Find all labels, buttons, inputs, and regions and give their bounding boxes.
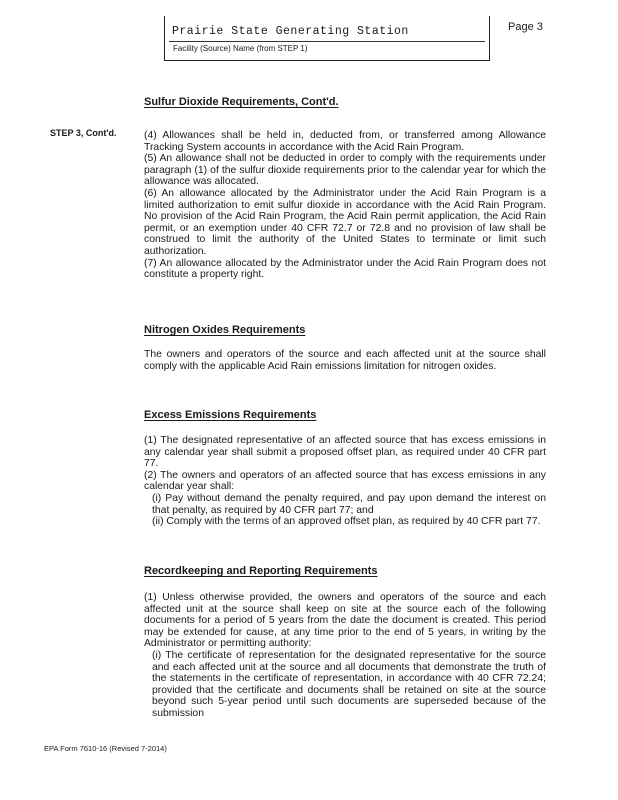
step-label: STEP 3, Cont'd. <box>50 128 117 138</box>
form-footer: EPA Form 7610-16 (Revised 7-2014) <box>44 744 167 753</box>
section-body-recordkeeping <box>144 592 546 720</box>
section-body-excess-emissions <box>144 435 546 528</box>
section-heading-sulfur-dioxide: Sulfur Dioxide Requirements, Cont'd. <box>144 96 339 108</box>
paragraph: (5) An allowance shall not be deducted in order to comply with the requirements under paragraph (1) of the sulfur dioxide requirements prior to the calendar year for which the allowance was allocated. <box>144 153 546 188</box>
paragraph: The owners and operators of the source and each affected unit at the source shall comply with the applicable Acid Rain emissions limitation for nitrogen oxides. <box>144 349 546 372</box>
page-number: Page 3 <box>508 21 543 33</box>
section-body-nitrogen-oxides <box>144 349 546 372</box>
section-heading-nitrogen-oxides: Nitrogen Oxides Requirements <box>144 324 306 336</box>
section-heading-recordkeeping: Recordkeeping and Reporting Requirements <box>144 565 378 577</box>
paragraph: (1) The designated representative of an affected source that has excess emissions in any calendar year shall submit a proposed offset plan, as required under 40 CFR part 77. <box>144 435 546 470</box>
paragraph: (2) The owners and operators of an affected source that has excess emissions in any calendar year shall: <box>144 469 546 493</box>
paragraph: (i) The certificate of representation for the designated representative for the source and each affected unit at the source and all documents that demonstrate the truth of the statements in the certificate of representation, in accordance with 40 CFR 72.24; provided that the certificate and documents shall be retained on site at the source beyond such 5-year period until such documents are superseded because of the submission <box>152 649 546 719</box>
facility-name: Prairie State Generating Station <box>172 25 409 38</box>
section-body-sulfur-dioxide <box>144 130 546 281</box>
paragraph: (4) Allowances shall be held in, deducted from, or transferred among Allowance Tracking System accounts in accordance with the Acid Rain Program. <box>144 130 546 153</box>
facility-caption: Facility (Source) Name (from STEP 1) <box>173 44 308 53</box>
paragraph: (6) An allowance allocated by the Administrator under the Acid Rain Program is a limited authorization to emit sulfur dioxide in accordance with the Acid Rain Program. No provision of the Acid Rain Program, the Acid Rain permit application, the Acid Rain permit, or an exemption under 40 CFR 72.7 or 72.8 and no provision of law shall be construed to limit the authority of the United States to terminate or limit such authorization. <box>144 187 546 257</box>
facility-header-box <box>164 16 490 61</box>
paragraph: (1) Unless otherwise provided, the owners and operators of the source and each affected unit at the source shall keep on site at the source each of the following documents for a period of 5 years from the date the document is created. This period may be extended for cause, at any time prior to the end of 5 years, in writing by the Administrator or permitting authority: <box>144 592 546 650</box>
header-divider <box>169 41 485 42</box>
paragraph: (i) Pay without demand the penalty required, and pay upon demand the interest on that penalty, as required by 40 CFR part 77; and <box>152 492 546 516</box>
paragraph: (7) An allowance allocated by the Administrator under the Acid Rain Program does not constitute a property right. <box>144 257 546 281</box>
section-heading-excess-emissions: Excess Emissions Requirements <box>144 409 317 421</box>
paragraph: (ii) Comply with the terms of an approved offset plan, as required by 40 CFR part 77. <box>152 516 541 528</box>
